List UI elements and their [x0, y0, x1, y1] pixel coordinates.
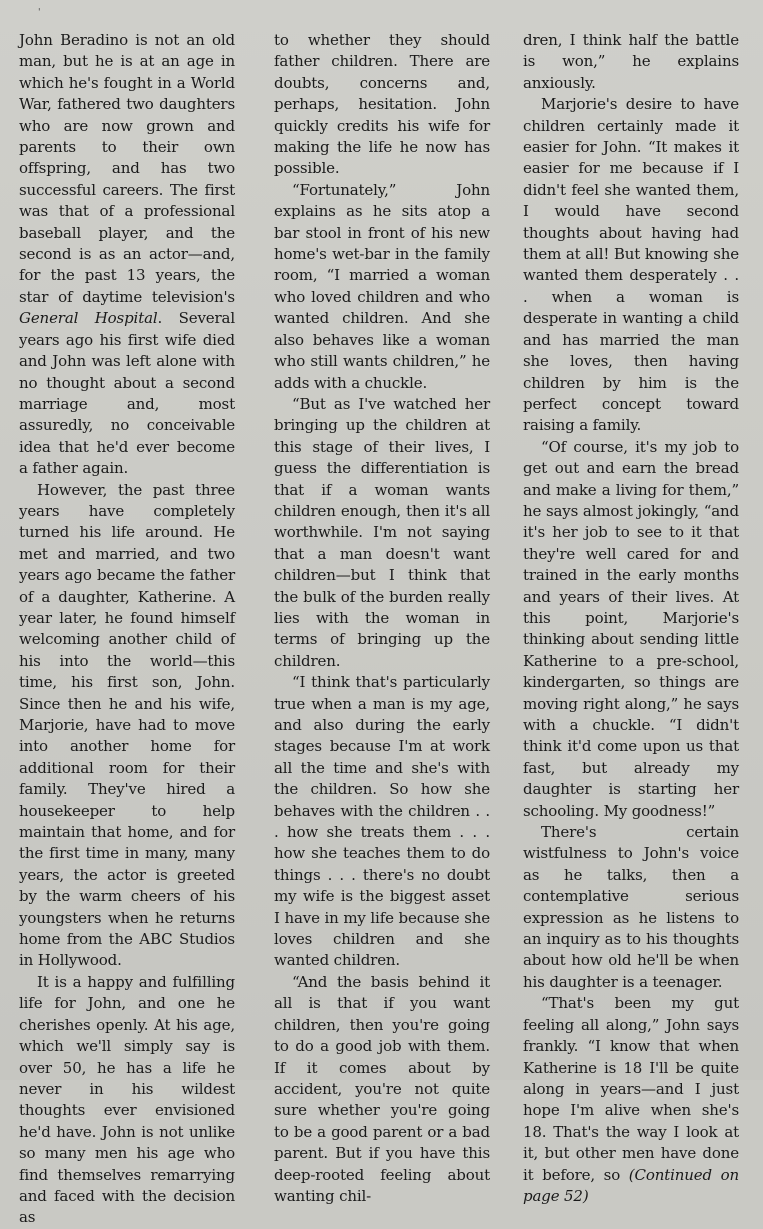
paragraph: “But as I've watched her bringing up the children at this stage of their lives, I guess the differentiation is that if a woman wants children enough, then it's all worthwhile. I'm not saying that a man doesn't want children—but I think that the bulk of the burden really lies with the woman in terms of bringing up the children.: [274, 394, 490, 670]
article-column-3: [523, 30, 739, 1207]
continued-note: (Continued on page 52): [523, 1165, 739, 1205]
paragraph: However, the past three years have completely turned his life around. He met and married, and two years ago became the father of a daughter, Katherine. A year later, he found himself welcoming another child of his into the world—this time, his first son, John. Since then he and his wife, Marjorie, have had to move into another home for additional room for their family. They've hired a housekeeper to help maintain that home, and for the first time in many, many years, the actor is greeted by the warm cheers of his youngsters when he returns home from the ABC Studios in Hollywood.: [19, 480, 235, 970]
show-title: General Hospital: [19, 309, 158, 328]
paragraph: It is a happy and fulfilling life for John, and one he cherishes openly. At his age, which we'll simply say is over 50, he has a life he never in his wildest thoughts ever envisioned he'd have. John is not unlike so many men his age who find themselves remarrying and faced with the decision as: [19, 972, 235, 1227]
article-column-1: [19, 30, 235, 1229]
stray-mark: ': [38, 8, 41, 18]
paragraph: John Beradino is not an old man, but he is at an age in which he's fought in a World War, fathered two daughters who are now grown and parents to their own offspring, and has two successful careers. The first was that of a professional baseball player, and the second is as an actor—and, for the past 13 years, the star of daytime television's General Hospital. Several years ago his first wife died and John was left alone with no thought about a second marriage and, most assuredly, no conceivable idea that he'd ever become a father again.: [19, 31, 235, 478]
paragraph-text: “That's been my gut feeling all along,” John says frankly. “I know that when Katherine is 18 I'll be quite along in years—and I just hope I'm alive when she's 18. That's the way I look at it, but other men have done it before, so: [523, 994, 739, 1184]
article-column-2: [274, 30, 490, 1207]
paragraph: There's certain wistfulness to John's voice as he talks, then a contemplative serious expression as he listens to an inquiry as to his thoughts about how old he'll be when his daughter is a teenager.: [523, 823, 739, 991]
paragraph: “Of course, it's my job to get out and earn the bread and make a living for them,” he says almost jokingly, “and it's her job to see to it that they're well cared for and trained in the early months and years of their lives. At this point, Marjorie's thinking about sending little Katherine to a pre-school, kindergarten, so things are moving right along,” he says with a chuckle. “I didn't think it'd come upon us that fast, but already my daughter is starting her schooling. My goodness!”: [523, 437, 739, 820]
paragraph: dren, I think half the battle is won,” he explains anxiously.: [523, 31, 739, 92]
paragraph: “I think that's particularly true when a man is my age, and also during the early stages because I'm at work all the time and she's with the children. So how she behaves with the children . . . how she treats them . . . how she teaches them to do things . . . there's no doubt my wife is the biggest asset I have in my life because she loves children and she wanted children.: [274, 673, 490, 970]
last-paragraph: [523, 993, 739, 1207]
paragraph: “And the basis behind it all is that if you want children, then you're going to do a good job with them. If it comes about by accident, you're not quite sure whether you're going to be a good parent or a bad parent. But if you have this deep-rooted feeling about wanting chil-: [274, 972, 490, 1205]
paragraph: Marjorie's desire to have children certainly made it easier for John. “It makes it easier for me because if I didn't feel she wanted them, I would have second thoughts about having had them at all! But knowing she wanted them desperately . . . when a woman is desperate in wanting a child and has married the man she loves, then having children by him is the perfect concept toward raising a family.: [523, 95, 739, 435]
paragraph: to whether they should father children. There are doubts, concerns and, perhaps, hesitation. John quickly credits his wife for making the life he now has possible.: [274, 31, 490, 178]
paragraph: “Fortunately,” John explains as he sits atop a bar stool in front of his new home's wet-bar in the family room, “I married a woman who loved children and who wanted children. And she also behaves like a woman who still wants children,” he adds with a chuckle.: [274, 180, 490, 392]
